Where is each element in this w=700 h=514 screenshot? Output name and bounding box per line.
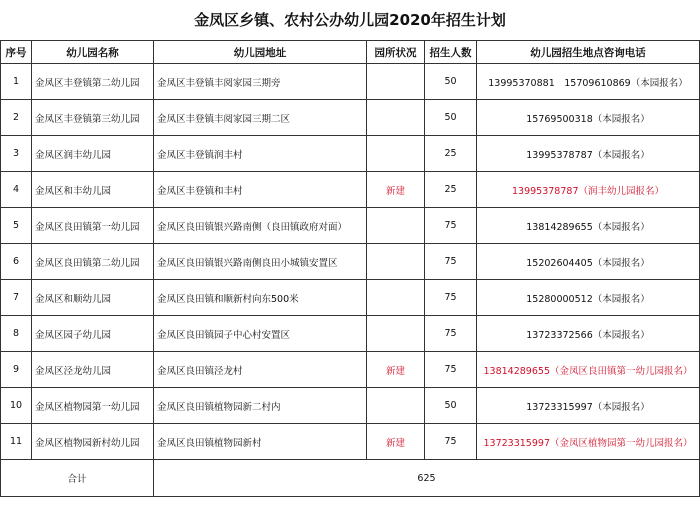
- cell-name: 金凤区园子幼儿园: [32, 316, 154, 352]
- cell-no: 8: [1, 316, 32, 352]
- cell-contact: 15769500318（本园报名）: [477, 100, 700, 136]
- cell-enroll: 50: [425, 64, 477, 100]
- cell-enroll: 75: [425, 316, 477, 352]
- cell-address: 金凤区丰登镇丰阅家园三期旁: [154, 64, 367, 100]
- page-title: 金凤区乡镇、农村公办幼儿园2020年招生计划: [194, 11, 506, 29]
- cell-name: 金凤区润丰幼儿园: [32, 136, 154, 172]
- cell-status: 新建: [367, 352, 425, 388]
- cell-no: 4: [1, 172, 32, 208]
- table-row: [1, 136, 700, 172]
- cell-status: [367, 136, 425, 172]
- cell-name: 金凤区良田镇第一幼儿园: [32, 208, 154, 244]
- cell-address: 金凤区丰登镇丰阅家园三期二区: [154, 100, 367, 136]
- table-row: [1, 64, 700, 100]
- cell-enroll: 75: [425, 424, 477, 460]
- cell-status: [367, 64, 425, 100]
- cell-name: 金凤区和顺幼儿园: [32, 280, 154, 316]
- cell-address: 金凤区良田镇植物园新二村内: [154, 388, 367, 424]
- cell-status: [367, 244, 425, 280]
- header-name: 幼儿园名称: [32, 41, 154, 64]
- total-row: [1, 460, 700, 497]
- cell-name: 金凤区植物园新村幼儿园: [32, 424, 154, 460]
- cell-contact: 13995378787（润丰幼儿园报名）: [477, 172, 700, 208]
- cell-enroll: 75: [425, 208, 477, 244]
- cell-status: [367, 100, 425, 136]
- table-row: [1, 316, 700, 352]
- cell-address: 金凤区良田镇银兴路南侧（良田镇政府对面）: [154, 208, 367, 244]
- cell-contact: 13814289655（本园报名）: [477, 208, 700, 244]
- cell-enroll: 50: [425, 388, 477, 424]
- cell-contact: 13995370881 15709610869（本园报名）: [477, 64, 700, 100]
- cell-no: 9: [1, 352, 32, 388]
- table-row: [1, 244, 700, 280]
- cell-address: 金凤区良田镇园子中心村安置区: [154, 316, 367, 352]
- cell-no: 3: [1, 136, 32, 172]
- cell-name: 金凤区良田镇第二幼儿园: [32, 244, 154, 280]
- cell-name: 金凤区丰登镇第二幼儿园: [32, 64, 154, 100]
- cell-name: 金凤区丰登镇第三幼儿园: [32, 100, 154, 136]
- cell-no: 5: [1, 208, 32, 244]
- cell-address: 金凤区丰登镇润丰村: [154, 136, 367, 172]
- table-row: [1, 172, 700, 208]
- cell-enroll: 75: [425, 280, 477, 316]
- cell-address: 金凤区良田镇银兴路南侧良田小城镇安置区: [154, 244, 367, 280]
- table-row: [1, 208, 700, 244]
- header-status: 园所状况: [367, 41, 425, 64]
- header-enroll: 招生人数: [425, 41, 477, 64]
- cell-contact: 15202604405（本园报名）: [477, 244, 700, 280]
- total-label: 合计: [1, 460, 154, 497]
- cell-address: 金凤区良田镇植物园新村: [154, 424, 367, 460]
- cell-address: 金凤区良田镇和顺新村向东500米: [154, 280, 367, 316]
- cell-address: 金凤区良田镇泾龙村: [154, 352, 367, 388]
- cell-no: 10: [1, 388, 32, 424]
- cell-no: 7: [1, 280, 32, 316]
- table-row: [1, 352, 700, 388]
- cell-contact: 13723315997（金凤区植物园第一幼儿园报名）: [477, 424, 700, 460]
- table-row: [1, 424, 700, 460]
- cell-status: [367, 280, 425, 316]
- cell-no: 2: [1, 100, 32, 136]
- table-row: [1, 388, 700, 424]
- cell-enroll: 25: [425, 136, 477, 172]
- cell-no: 1: [1, 64, 32, 100]
- cell-status: [367, 388, 425, 424]
- cell-enroll: 75: [425, 244, 477, 280]
- cell-contact: 15280000512（本园报名）: [477, 280, 700, 316]
- cell-contact: 13995378787（本园报名）: [477, 136, 700, 172]
- cell-enroll: 25: [425, 172, 477, 208]
- cell-no: 11: [1, 424, 32, 460]
- header-address: 幼儿园地址: [154, 41, 367, 64]
- cell-status: [367, 316, 425, 352]
- cell-status: 新建: [367, 424, 425, 460]
- header-no: 序号: [1, 41, 32, 64]
- cell-enroll: 50: [425, 100, 477, 136]
- cell-contact: 13723315997（本园报名）: [477, 388, 700, 424]
- cell-status: [367, 208, 425, 244]
- total-value: 625: [154, 460, 700, 497]
- table-row: [1, 100, 700, 136]
- cell-name: 金凤区植物园第一幼儿园: [32, 388, 154, 424]
- enrollment-table: [0, 40, 700, 497]
- header-contact: 幼儿园招生地点咨询电话: [477, 41, 700, 64]
- cell-name: 金凤区和丰幼儿园: [32, 172, 154, 208]
- cell-enroll: 75: [425, 352, 477, 388]
- cell-address: 金凤区丰登镇和丰村: [154, 172, 367, 208]
- table-row: [1, 280, 700, 316]
- cell-contact: 13723372566（本园报名）: [477, 316, 700, 352]
- cell-status: 新建: [367, 172, 425, 208]
- cell-name: 金凤区泾龙幼儿园: [32, 352, 154, 388]
- cell-no: 6: [1, 244, 32, 280]
- cell-contact: 13814289655（金凤区良田镇第一幼儿园报名）: [477, 352, 700, 388]
- table-header-row: [1, 41, 700, 64]
